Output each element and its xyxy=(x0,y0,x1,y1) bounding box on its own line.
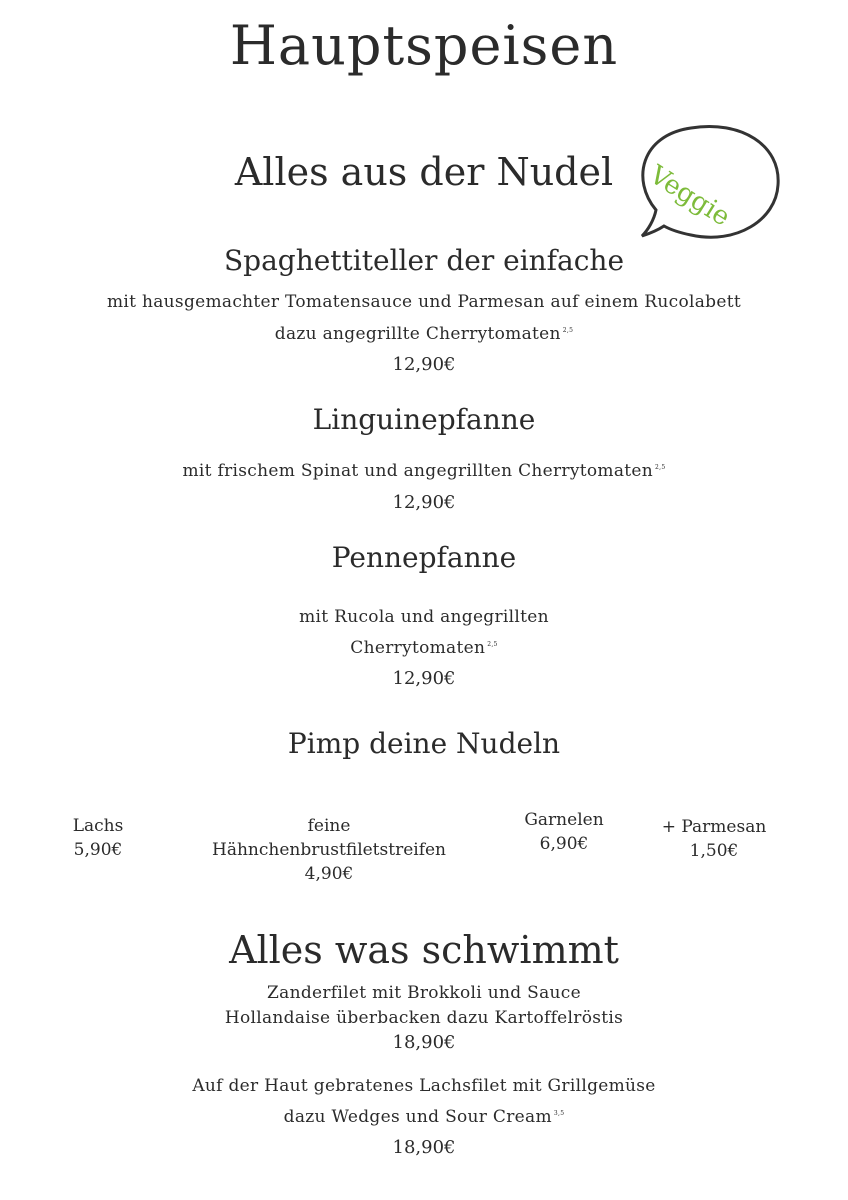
dish-description: dazu Wedges und Sour Cream $^{3,5}$ xyxy=(283,1107,565,1127)
section-title-pasta: Alles aus der Nudel xyxy=(234,150,614,194)
addon-price: 1,50€ xyxy=(689,841,739,861)
dish-description: dazu angegrillte Cherrytomaten $^{2,5}$ xyxy=(274,324,574,344)
veggie-label: Veggie xyxy=(644,160,736,233)
addon-item xyxy=(48,814,148,862)
dish-description: Hollandaise überbacken dazu Kartoffelröstis xyxy=(224,1008,624,1028)
dish-price: 12,90€ xyxy=(392,668,456,689)
dish-name: Linguinepfanne xyxy=(312,403,536,436)
dish-price: 12,90€ xyxy=(392,354,456,375)
addon-price: 5,90€ xyxy=(73,840,123,860)
addon-name: feine Hähnchenbrustfiletstreifen xyxy=(212,816,446,860)
dish-name: Spaghettiteller der einfache xyxy=(223,244,625,277)
dish-price: 12,90€ xyxy=(392,492,456,513)
addon-name: Lachs xyxy=(72,816,124,836)
addon-price: 6,90€ xyxy=(539,834,589,854)
addon-price: 4,90€ xyxy=(304,864,354,884)
dish-description: mit hausgemachter Tomatensauce und Parmesan auf einem Rucolabett xyxy=(107,292,741,312)
section-title-fish: Alles was schwimmt xyxy=(229,928,619,972)
dish-description: mit Rucola und angegrillten xyxy=(299,607,549,627)
dish-description: mit frischem Spinat und angegrillten Cherrytomaten $^{2,5}$ xyxy=(182,461,666,481)
dish-description: Zanderfilet mit Brokkoli und Sauce xyxy=(267,983,581,1003)
addon-item xyxy=(510,808,618,856)
addon-name: Garnelen xyxy=(524,810,604,830)
page-title: Hauptspeisen xyxy=(229,14,619,77)
addon-item xyxy=(190,814,468,886)
dish-description: Auf der Haut gebratenes Lachsfilet mit Grillgemüse xyxy=(192,1076,656,1096)
pimp-title: Pimp deine Nudeln xyxy=(287,727,561,760)
addon-item xyxy=(652,815,776,863)
dish-price: 18,90€ xyxy=(392,1032,456,1053)
dish-price: 18,90€ xyxy=(392,1137,456,1158)
dish-description: Cherrytomaten $^{2,5}$ xyxy=(350,638,498,658)
addon-name: + Parmesan xyxy=(661,817,767,837)
dish-name: Pennepfanne xyxy=(331,541,517,574)
